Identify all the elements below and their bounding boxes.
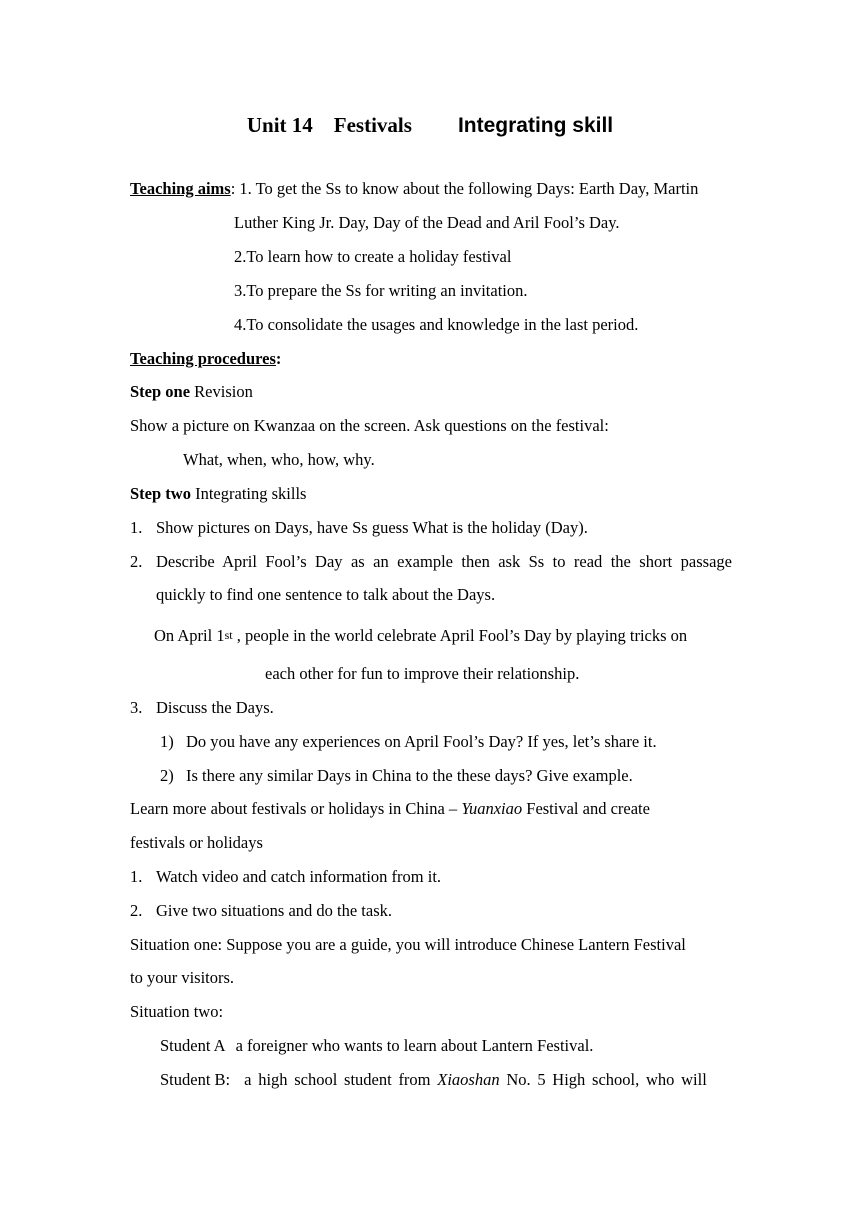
quote-part-b: , people in the world celebrate April Fool’s Day by playing tricks on [232, 626, 688, 645]
list-text: Watch video and catch information from it. [156, 867, 442, 886]
aims-line-3: 2.To learn how to create a holiday festival [234, 247, 512, 266]
student-b-line [160, 1070, 707, 1090]
step-two-rest: Integrating skills [190, 484, 307, 503]
list-text: Give two situations and do the task. [156, 901, 393, 920]
step-one-label: Step one [130, 382, 191, 401]
aims-line-2: Luther King Jr. Day, Day of the Dead and Aril Fool’s Day. [234, 213, 620, 232]
list-text: Show pictures on Days, have Ss guess What is the holiday (Day). [156, 518, 588, 537]
step-one-line-2: What, when, who, how, why. [183, 450, 375, 469]
student-b-text-a: a high school student from [244, 1070, 438, 1089]
student-b-xiaoshan: Xiaoshan [437, 1070, 500, 1089]
student-b-text-b: No. 5 High school, who will [499, 1070, 707, 1089]
student-a-text: a foreigner who wants to learn about Lantern Festival. [235, 1036, 594, 1055]
learn-text-b: Festival and create [522, 799, 650, 818]
list-text: Describe April Fool’s Day as an example then ask Ss to read the short passage [156, 552, 732, 571]
quote-part-a: On April 1 [154, 626, 225, 645]
student-a-label: Student A [160, 1036, 226, 1055]
step-one-line-1: Show a picture on Kwanzaa on the screen. Ask questions on the festival: [130, 416, 609, 435]
aims-line-5: 4.To consolidate the usages and knowledge in the last period. [234, 315, 639, 334]
quote-superscript: st [224, 628, 233, 642]
learn-line-2: festivals or holidays [130, 833, 263, 852]
list-number: 2) [160, 766, 174, 785]
list-number: 2. [130, 901, 143, 920]
step-two-item-2 [130, 552, 732, 572]
step-two-label: Step two [130, 484, 191, 503]
step-one-rest: Revision [190, 382, 253, 401]
step-two-item-3 [130, 698, 274, 718]
title-skill: Integrating skill [457, 114, 614, 137]
learn-line-1 [130, 799, 650, 819]
aims-line-1 [130, 179, 698, 199]
list-number: 2. [130, 552, 143, 571]
procedures-colon: : [275, 349, 282, 368]
aims-text-1: : 1. To get the Ss to know about the following Days: Earth Day, Martin [230, 179, 699, 198]
list-number: 3. [130, 698, 143, 717]
list-text: Do you have any experiences on April Fool’s Day? If yes, let’s share it. [186, 732, 657, 751]
aims-line-4: 3.To prepare the Ss for writing an invitation. [234, 281, 528, 300]
step-two-item-1 [130, 518, 588, 538]
situation-two-heading: Situation two: [130, 1002, 224, 1021]
example-sentence-line-1 [154, 626, 687, 647]
sub-item-1 [160, 732, 657, 752]
list-text: Discuss the Days. [156, 698, 274, 717]
title-unit: Unit 14 Festivals [246, 113, 412, 137]
list-number: 1. [130, 518, 143, 537]
sub-item-2 [160, 766, 633, 786]
page-title [0, 113, 860, 138]
student-a-line [160, 1036, 593, 1056]
aims-label: Teaching aims [130, 179, 231, 198]
procedures-heading [130, 349, 281, 369]
procedures-label: Teaching procedures [130, 349, 276, 368]
step-two-heading [130, 484, 306, 504]
list-number: 1) [160, 732, 174, 751]
situation-one-line-1: Situation one: Suppose you are a guide, you will introduce Chinese Lantern Festival [130, 935, 686, 954]
learn-text-a: Learn more about festivals or holidays in China – [130, 799, 462, 818]
step-two-item-2-cont: quickly to find one sentence to talk about the Days. [156, 585, 496, 604]
list-number: 1. [130, 867, 143, 886]
situation-one-line-2: to your visitors. [130, 968, 235, 987]
learn-yuanxiao: Yuanxiao [461, 799, 523, 818]
example-sentence-line-2: each other for fun to improve their relationship. [265, 664, 580, 683]
list-text: Is there any similar Days in China to the these days? Give example. [186, 766, 633, 785]
learn-item-2 [130, 901, 392, 921]
step-one-heading [130, 382, 253, 402]
student-b-label: Student B: [160, 1070, 231, 1089]
learn-item-1 [130, 867, 441, 887]
